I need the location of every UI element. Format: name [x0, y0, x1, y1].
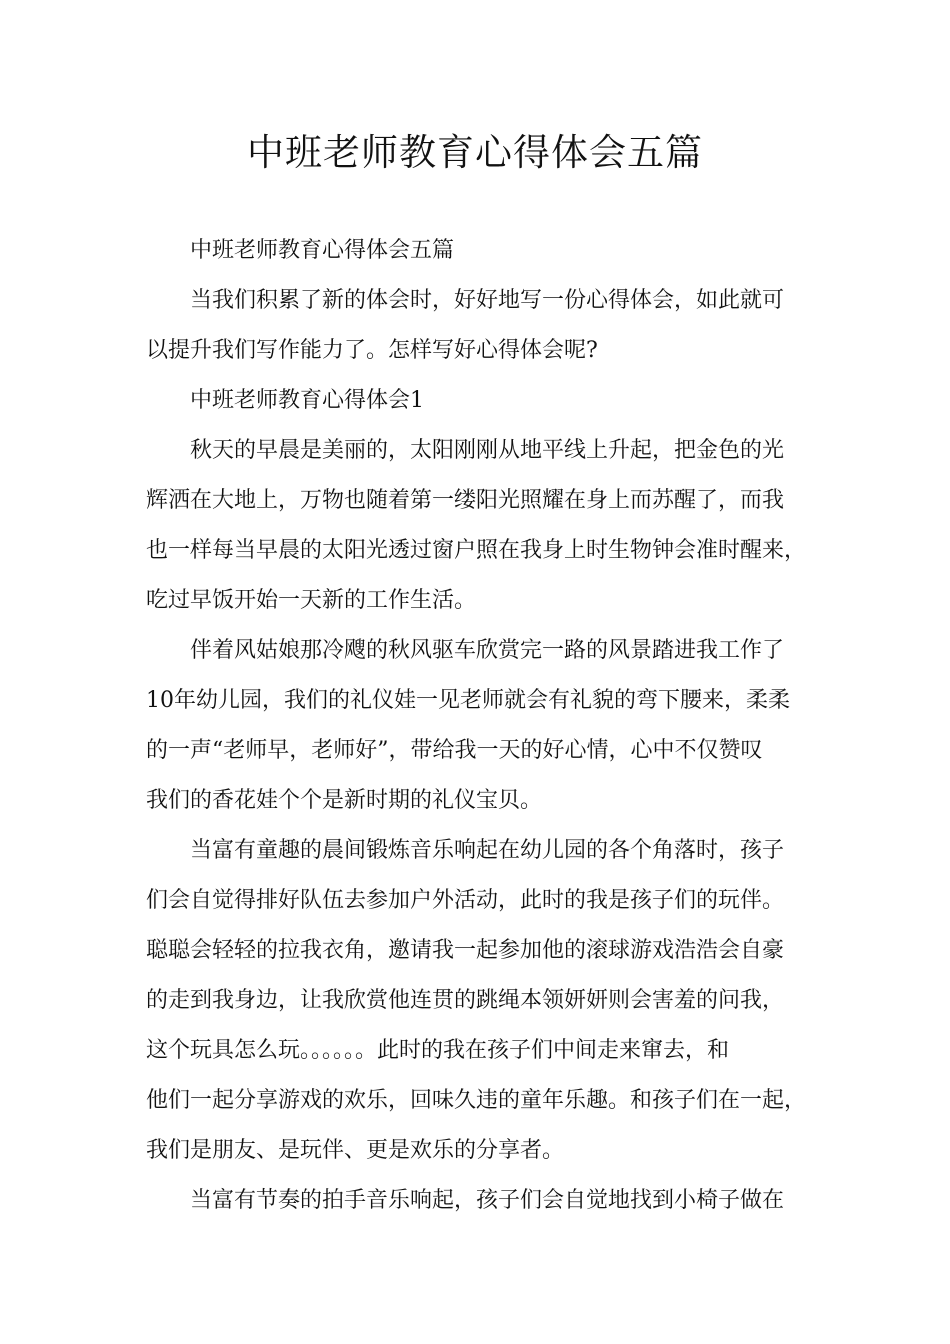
text-line: 这个玩具怎么玩。。。。。。此时的我在孩子们中间走来窜去，和: [146, 1038, 730, 1063]
paragraph-clapping: [146, 1176, 826, 1226]
text-line: 当富有童趣的晨间锻炼音乐响起在幼儿园的各个角落时，孩子: [190, 838, 785, 863]
text-line: 当富有节奏的拍手音乐响起，孩子们会自觉地找到小椅子做在: [190, 1188, 785, 1213]
text-line: 我们是朋友、是玩伴、更是欢乐的分享者。: [146, 1138, 565, 1163]
subtitle-line: 中班老师教育心得体会五篇: [190, 238, 455, 263]
text-line: 10年幼儿园，我们的礼仪娃一见老师就会有礼貌的弯下腰来，柔柔: [146, 688, 790, 713]
text-line: 的走到我身边，让我欣赏他连贯的跳绳本领妍妍则会害羞的问我，: [146, 988, 785, 1013]
text-line: 秋天的早晨是美丽的，太阳刚刚从地平线上升起，把金色的光: [190, 438, 785, 463]
document-body: [146, 226, 826, 1226]
text-line: 伴着风姑娘那冷飕的秋风驱车欣赏完一路的风景踏进我工作了: [190, 638, 785, 663]
text-line: 聪聪会轻轻的拉我衣角，邀请我一起参加他的滚球游戏浩浩会自豪: [146, 938, 785, 963]
section-heading: 中班老师教育心得体会1: [190, 388, 424, 413]
document-title: 中班老师教育心得体会五篇: [247, 131, 703, 174]
text-line: 辉洒在大地上，万物也随着第一缕阳光照耀在身上而苏醒了，而我: [146, 488, 785, 513]
text-line: 的一声“老师早，老师好”，带给我一天的好心情，心中不仅赞叹: [146, 738, 763, 763]
text-line: 也一样每当早晨的太阳光透过窗户照在我身上时生物钟会准时醒来，: [146, 538, 807, 563]
text-line: 吃过早饭开始一天新的工作生活。: [146, 588, 477, 613]
paragraph-exercise: [146, 826, 826, 1176]
text-line: 们会自觉得排好队伍去参加户外活动，此时的我是孩子们的玩伴。: [146, 888, 785, 913]
paragraph-morning: [146, 426, 826, 626]
text-line: 他们一起分享游戏的欢乐，回味久违的童年乐趣。和孩子们在一起，: [146, 1088, 807, 1113]
text-line: 以提升我们写作能力了。怎样写好心得体会呢?: [146, 338, 598, 363]
paragraph-etiquette: [146, 626, 826, 826]
text-line: 我们的香花娃个个是新时期的礼仪宝贝。: [146, 788, 543, 813]
paragraph-intro: [146, 276, 826, 376]
text-line: 当我们积累了新的体会时，好好地写一份心得体会，如此就可: [190, 288, 785, 313]
